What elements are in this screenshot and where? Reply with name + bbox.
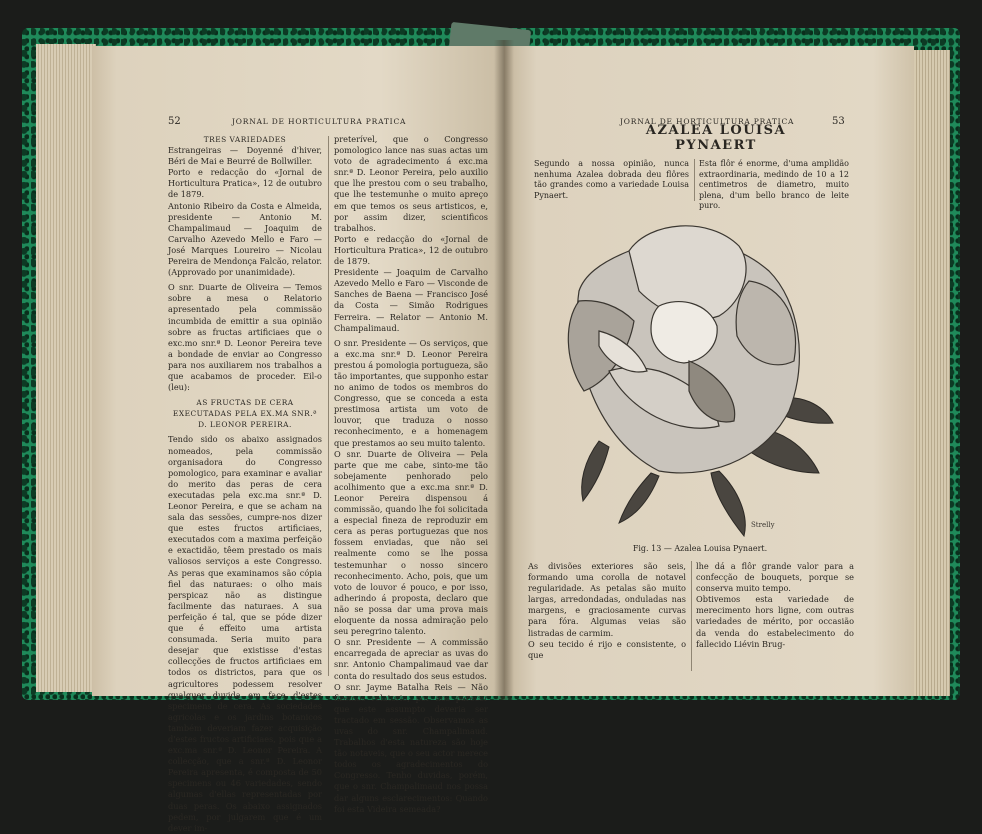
bottom-right-column (696, 561, 854, 650)
intro-right: Esta flôr é enorme, d'uma amplidão extraordinaria, medindo de 10 a 12 centimetros de diametro, muito plena, d'um bello branco de leite puro. (699, 159, 849, 210)
left-page (92, 46, 504, 833)
paragraph: Porto e redacção do «Jornal de Horticultura Pratica», 12 de outubro de 1879. (334, 233, 488, 267)
left-column-2 (334, 134, 488, 815)
column-rule (328, 136, 329, 676)
page-edges-right (908, 50, 950, 696)
engraver-mark: Strelly (751, 521, 775, 529)
right-running-head: JORNAL DE HORTICULTURA PRATICA (620, 117, 795, 126)
paragraph: O snr. Duarte de Oliveira — Temos sobre a mesa o Relatorio apresentado pela commissão incumbida de emittir a sua opinião sobre as fructas artificiaes que o exc.mo snr.ª D. Leonor Pereira teve a bondade de enviar ao Congresso para nos auxiliarem nos trabalhos a que acabamos de proceder. Eil-o (leu): (168, 282, 322, 393)
column-rule (694, 159, 695, 201)
petals (568, 226, 799, 473)
section-heading: TRES VARIEDADES (203, 135, 287, 144)
paragraph: O seu tecido é rijo e consistente, o que (528, 638, 686, 660)
left-page-number: 52 (168, 116, 181, 127)
right-page-number: 53 (832, 116, 845, 127)
page-edges-left (36, 44, 96, 692)
paragraph: lhe dá a flôr grande valor para a confecção de bouquets, porque se conserva muito tempo. (696, 561, 854, 594)
paragraph: O snr. Jayme Batalha Reis — Não fizemos relatorio, por nos parecer que este assumpto deveria ser tractado em sessão. Observamos as uvas do snr. Champalimaud. Trabalhos d'esta natureza são hoje tão notaveis, que o seu actor merece todos os agradecimentos do Congresso. Tenho duvidas, porém, que o snr. Champalimaud nos possa dar alguns esclarecimentos: Quando foi esta Videira semeada? (334, 681, 488, 814)
left-column-1 (168, 134, 322, 834)
bottom-left-column (528, 561, 686, 661)
paragraph: Obtivemos esta variedade de merecimento hors ligne, com outras variedades de mérito, por occasião da venda do estabelecimento do fallecido Liévin Brug- (696, 594, 854, 649)
paragraph: preterível, que o Congresso pomologico lance nas suas actas um voto de agradecimento á exc.ma snr.ª D. Leonor Pereira, pelo auxilio que lhe prestou com o seu trabalho, que lhe testemunhe o muito apreço em que temos os seus artisticos, e, por assim dizer, scientificos trabalhos. (334, 134, 488, 233)
paragraph: O snr. Presidente — A commissão encarregada de apreciar as uvas do snr. Antonio Champalimaud vae dar conta do resultado dos seus estudos. (334, 637, 488, 681)
figure-caption: Fig. 13 — Azalea Louisa Pynaert. (632, 544, 768, 553)
intro-left: Segundo a nossa opinião, nunca nenhuma Azalea dobrada deu flôres tão grandes como a variedade Louisa Pynaert. (534, 159, 689, 200)
paragraph: Presidente — Joaquim de Carvalho Azevedo Mello e Faro — Visconde de Sanches de Baena — Francisco José da Costa — Simão Rodrigues Ferreira. — Relator — Antonio M. Champalimaud. (334, 267, 488, 333)
paragraph: Estrangeiras — Doyenné d'hiver, Béri de Mai e Beurré de Bollwiller. (168, 145, 322, 167)
paragraph: Porto e redacção do «Jornal de Horticultura Pratica», 12 de outubro de 1879. (168, 167, 322, 200)
left-running-head: JORNAL DE HORTICULTURA PRATICA (232, 117, 407, 126)
book-gutter (494, 40, 514, 700)
paragraph: As divisões exteriores são seis, formando uma corolla de notavel regularidade. As petalas são muito largas, arredondadas, onduladas nas margens, e graciosamente curvas para fóra. Algumas veias são listradas de carmim. (528, 561, 686, 638)
paragraph: O snr. Presidente — Os serviços, que a exc.ma snr.ª D. Leonor Pereira prestou á pomologia portugueza, são tão importantes, que supponho estar no animo de todos os membros do Congresso, que se conceda a esta prestimosa artista um voto de louvor, que traduza o nosso reconhecimento, e a homenagem que prestamos ao seu muito talento. (334, 337, 488, 448)
right-page (504, 46, 914, 696)
article-title: AZALEA LOUISA PYNAERT (645, 123, 787, 153)
column-rule (691, 561, 692, 671)
paragraph: O snr. Duarte de Oliveira — Pela parte que me cabe, sinto-me tão sobejamente penhorado pelo acolhimento que a exc.ma snr.ª D. Leonor Pereira dispensou á commissão, quando lhe foi solicitada a especial fineza de reproduzir em cera as peras portuguezas que nos fossem enviadas, que não sei realmente como se lhe possa testemunhar o nosso sincero reconhecimento. Acho, pois, que um voto de louvor é pouco, e por isso, adherindo á proposta, declaro que não se possa dar uma prova mais eloquente da nossa admiração pelo seu peregrino talento. (334, 448, 488, 637)
azalea-engraving (539, 211, 839, 541)
paragraph: Tendo sido os abaixo assignados nomeados, pela commissão organisadora do Congresso pomologico, para examinar e avaliar do merito das peras de cera executadas pela exc.ma snr.ª D. Leonor Pereira, e que se acham na sala das sessões, cumpre-nos dizer que estes fructos artificiaes, executados com a maxima perfeição e exactidão, têem prestado os mais valiosos serviços a este Congresso. As peras que examinamos são cópia fiel das naturaes: o olho mais perspicaz não as distingue facilmente das naturaes. A sua perfeição é tal, que se póde dizer que é effeito uma artista consumada. Seria muito para desejar que existisse d'estas collecções de fructos artificiaes em todos os districtos, para que os agricultores podessem resolver qualquer duvida em face d'estes specimens de cera. As sociedades agricolas e os jardins botanicos também deveriam fazer acquisição d'estes fructos artificiaes, pois que a exc.ma snr.ª D. Leonor Pereira. A collecção, que a snr.ª D. Leonor Pereira apresenta, é composta de 50 specimens ou 46 variedades, sendo algumas d'ellas representadas por duas peras. Os abaixo assignados pedem, por julgarem que é um dever im- (168, 434, 322, 833)
paragraph: Antonio Ribeiro da Costa e Almeida, presidente — Antonio M. Champalimaud — Joaquim de Carvalho Azevedo Mello e Faro — José Marques Loureiro — Nicolau Pereira de Mendonça Falcão, relator. (Approvado por unanimidade). (168, 200, 322, 278)
subheading: AS FRUCTAS DE CERA EXECUTADAS PELA EX.MA SNR.ª D. LEONOR PEREIRA. (172, 398, 318, 430)
